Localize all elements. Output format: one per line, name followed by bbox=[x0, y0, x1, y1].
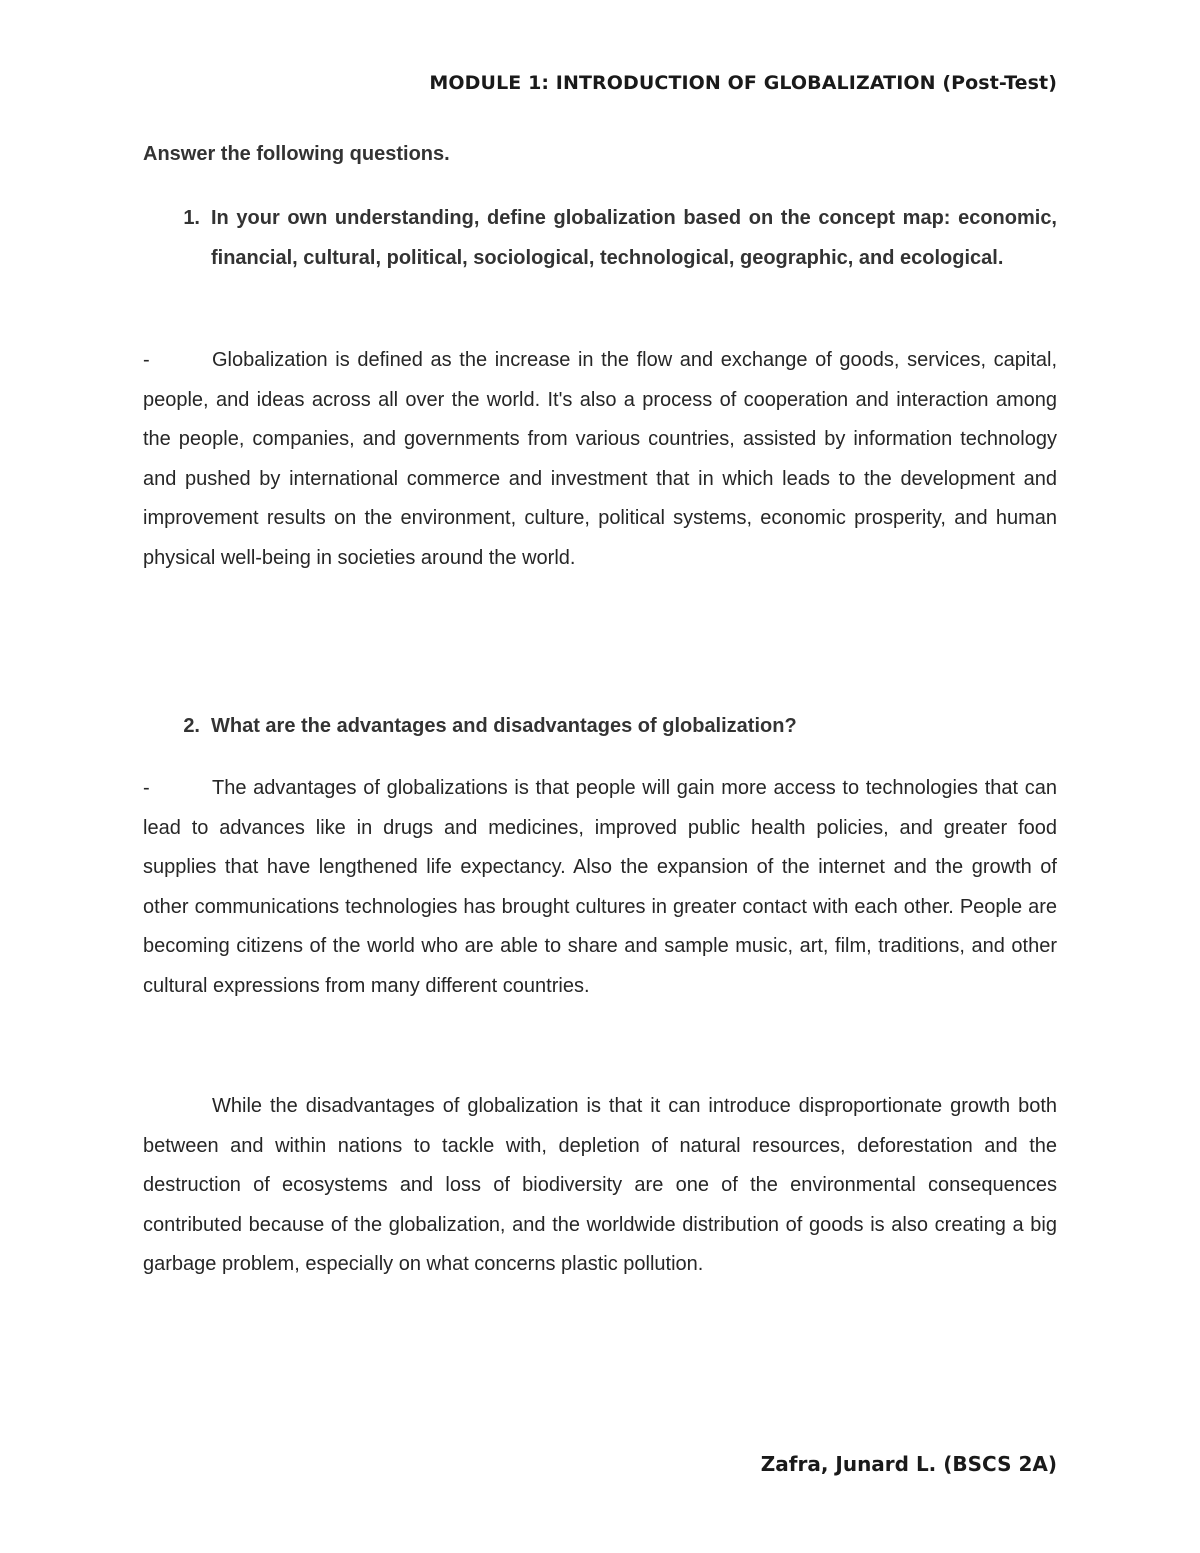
answer-text: Globalization is defined as the increase in the flow and exchange of goods, services, capital, people, and ideas across all over the world. It's also a process of cooperation and interaction among the people, companies, and governments from various countries, assisted by information technology and pushed by international commerce and investment that in which leads to the development and improvement results on the environment, culture, political systems, economic prosperity, and human physical well-being in societies around the world. bbox=[143, 349, 1057, 569]
question-1 bbox=[143, 198, 1057, 278]
answer-text: The advantages of globalizations is that people will gain more access to technologies that can lead to advances like in drugs and medicines, improved public health policies, and greater food supplies that have lengthened life expectancy. Also the expansion of the internet and the growth of other communications technologies has brought cultures in greater contact with each other. People are becoming citizens of the world who are able to share and sample music, art, film, traditions, and other cultural expressions from many different countries. bbox=[143, 777, 1057, 997]
question-number: 2. bbox=[183, 715, 200, 737]
question-text: In your own understanding, define globalization based on the concept map: economic, financial, cultural, political, sociological, technological, geographic, and ecological. bbox=[211, 207, 1057, 269]
answer-text: While the disadvantages of globalization is that it can introduce disproportionate growth both between and within nations to tackle with, depletion of natural resources, deforestation and the destruction of ecosystems and loss of biodiversity are one of the environmental consequences contributed because of the globalization, and the worldwide distribution of goods is also creating a big garbage problem, especially on what concerns plastic pollution. bbox=[143, 1095, 1057, 1276]
module-title: MODULE 1: INTRODUCTION OF GLOBALIZATION (Post-Test) bbox=[429, 72, 1057, 94]
answer-1 bbox=[143, 341, 1057, 579]
question-text: What are the advantages and disadvantages of globalization? bbox=[211, 715, 797, 737]
answer-2-advantages bbox=[143, 769, 1057, 1007]
instructions: Answer the following questions. bbox=[143, 143, 450, 165]
answer-2-disadvantages bbox=[143, 1087, 1057, 1285]
answer-marker: - bbox=[143, 777, 150, 799]
author-name: Zafra, Junard L. (BSCS 2A) bbox=[760, 1452, 1057, 1476]
question-number: 1. bbox=[183, 207, 200, 229]
answer-marker: - bbox=[143, 349, 150, 371]
question-2 bbox=[143, 706, 1057, 746]
